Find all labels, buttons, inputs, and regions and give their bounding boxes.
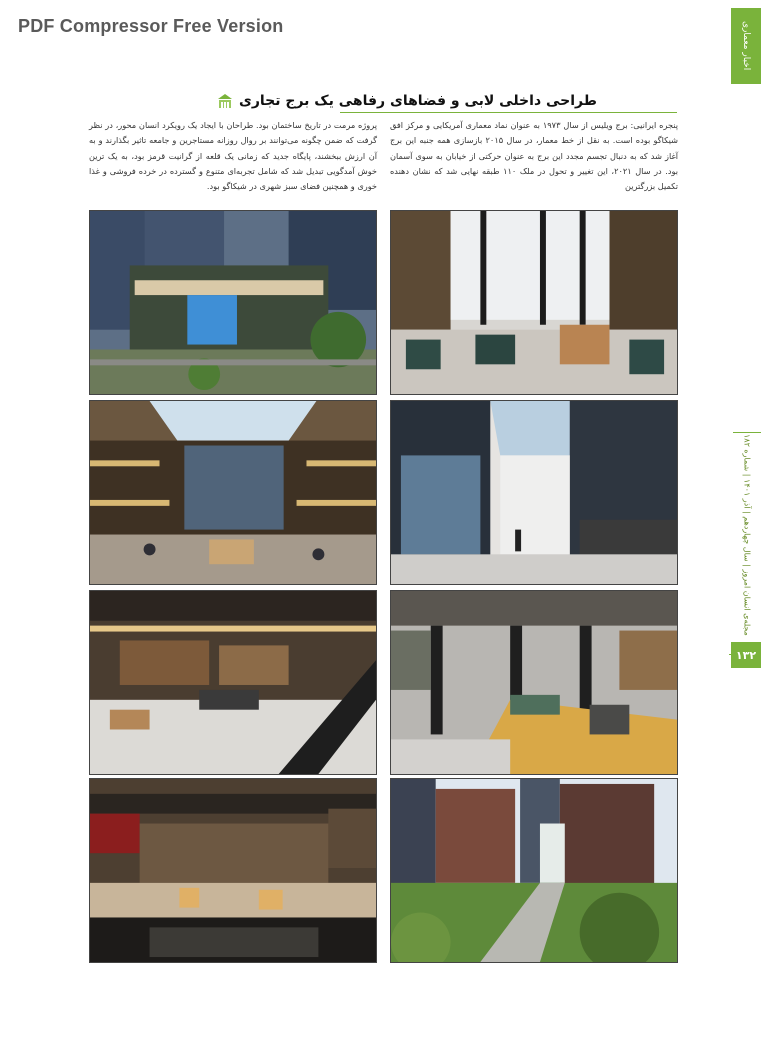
page-number: ۱۳۲ [731,642,761,668]
photo-lobby-glass-entrance [390,400,678,585]
watermark: PDF Compressor Free Version [18,16,284,36]
article-title [217,93,677,109]
title-rule [340,112,677,113]
building-icon [217,93,233,109]
photo-rooftop-garden [390,778,678,963]
journal-info [735,430,759,640]
photo-atrium-overview [89,778,377,963]
photo-lounge-rug [390,590,678,775]
photo-food-hall-stairs [89,590,377,775]
article-title-text: طراحی داخلی لابی و فضاهای رفاهی یک برج تجاری [239,93,597,109]
article-column-left: پروژه مرمت در تاریخ ساختمان بود. طراحان با ایجاد یک رویکرد انسان محور، در نظر گرفت که ضمن چگونه می‌توانند بر روال روزانه مستاجرین و جامعه تاثیر بگذارند و به آن ارزش ببخشند، پایگاه جدید که زمانی یک قلعه از گرانیت قرمز بود، به یک ترین خوش آمدگویی تبدیل شد که شامل تجربه‌ای متنوع و گسترده در خرده فروشی و غذا خوری و همچنین فضای سبز شهری در شیکاگو بود. [89,120,377,192]
photo-building-exterior [89,210,377,395]
photo-atrium-skylight [89,400,377,585]
journal-info-text: مجله‌ی انسان امروز | سال چهاردهم | آذر ۱۴۰۱ | شماره ۱۸۲ [742,434,752,636]
section-tab [731,8,761,84]
section-tab-label: اخبار معماری [741,21,751,71]
photo-lobby-seating [390,210,678,395]
article-column-right: پنجره ایرانیی: برج ویلیس از سال ۱۹۷۳ به عنوان نماد معماری آمریکایی و مرکز افق شیکاگو بوده است. به نقل از خط معمار، در سال ۲۰۱۵ بازسازی همه جنبه این برج آغاز شد که به دنبال تجسم مجدد این برج به عنوان حرکتی از خیابان به سوی آسمان بود. در سال ۲۰۲۱، این تغییر و تحول در ملک ۱۱۰ طبقه نهایی شد که نشان دهنده تکمیل بزرگترین [390,120,678,192]
